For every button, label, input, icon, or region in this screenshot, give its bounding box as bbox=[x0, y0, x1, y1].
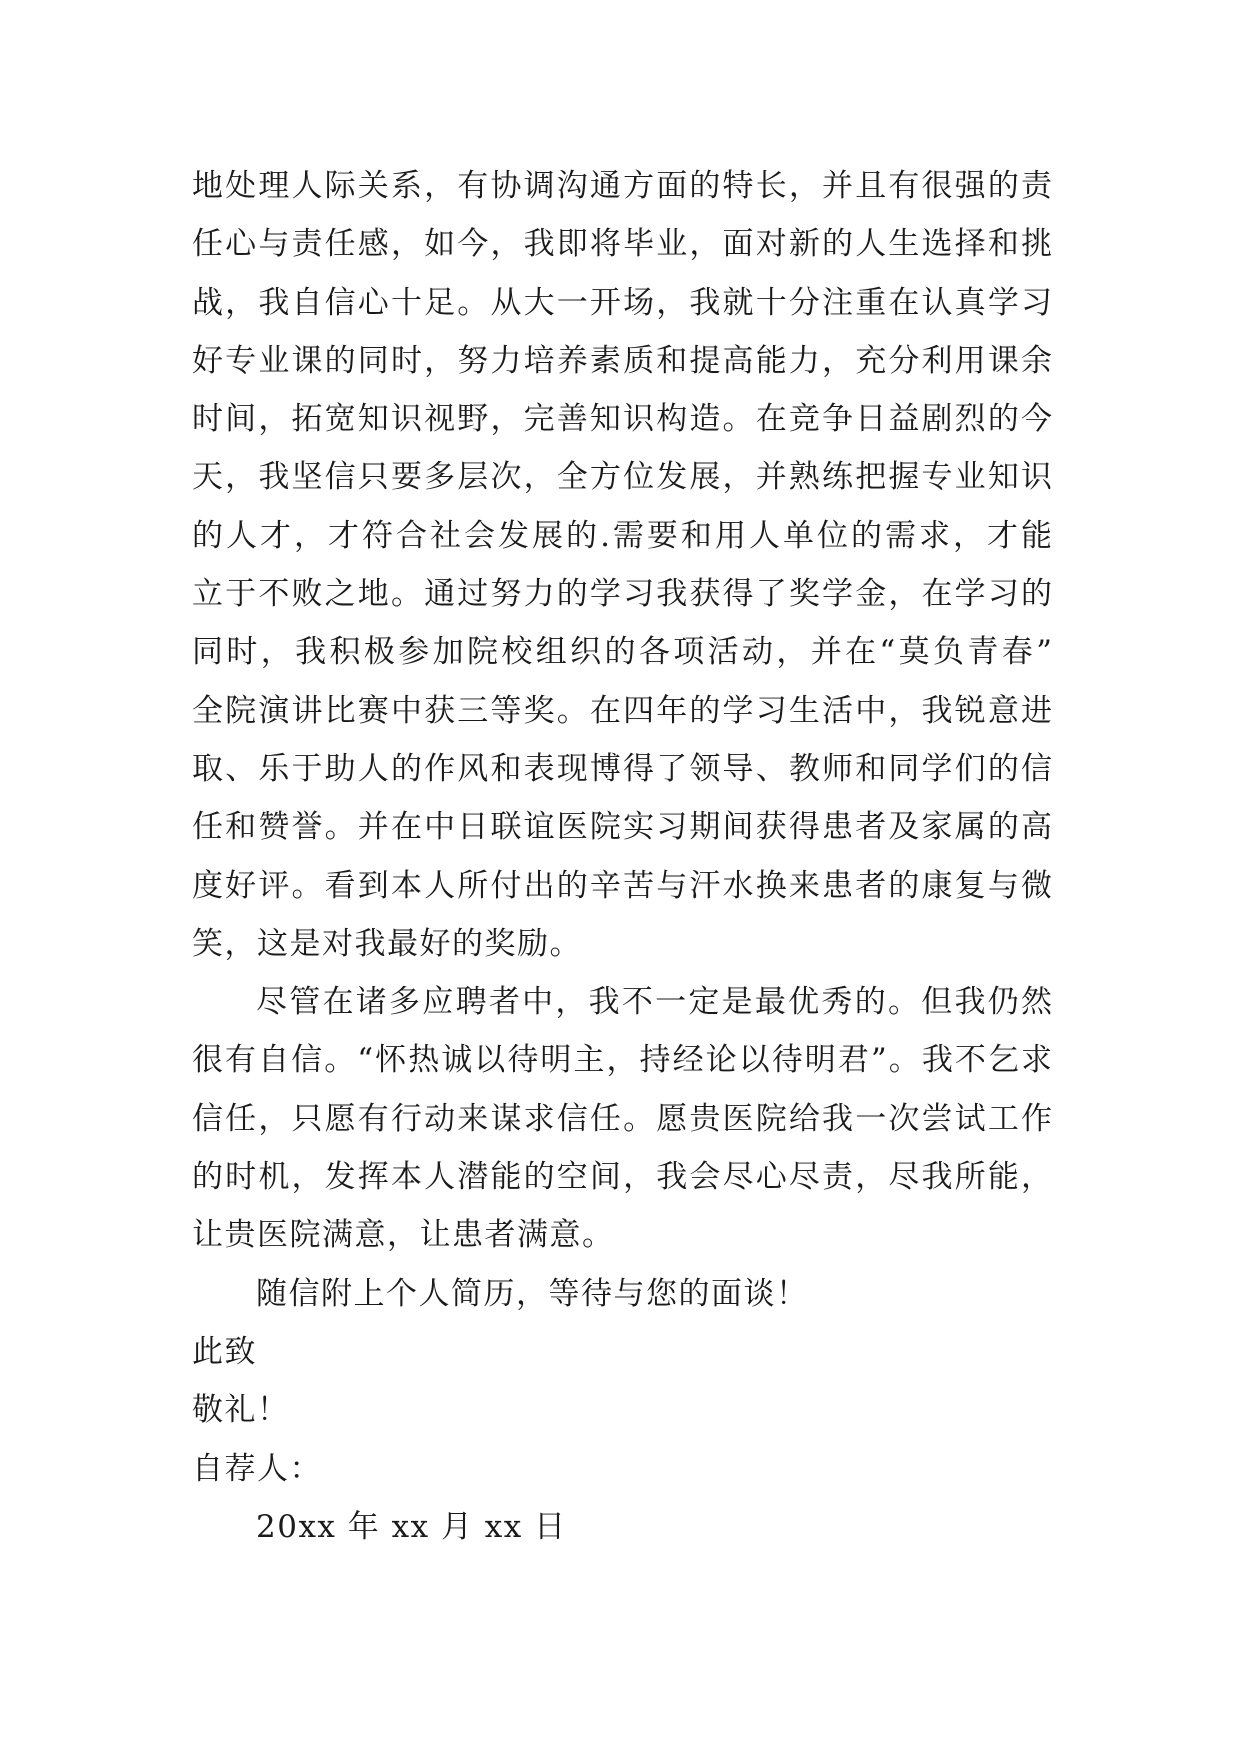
paragraph-2-line: 的时机，发挥本人潜能的空间，我会尽心尽责，尽我所能， bbox=[192, 1159, 1052, 1196]
paragraph-1-line: 好专业课的同时，努力培养素质和提高能力，充分利用课余 bbox=[192, 342, 1052, 379]
paragraph-2-line: 信任，只愿有行动来谋求信任。愿贵医院给我一次尝试工作 bbox=[192, 1100, 1052, 1137]
paragraph-2-line: 很有自信。“怀热诚以待明主，持经论以待明君”。我不乞求 bbox=[192, 1042, 1052, 1079]
paragraph-1-line: 任和赞誉。并在中日联谊医院实习期间获得患者及家属的高 bbox=[192, 809, 1052, 846]
paragraph-1-line: 任心与责任感，如今，我即将毕业，面对新的人生选择和挑 bbox=[192, 226, 1052, 263]
paragraph-2-line: 尽管在诸多应聘者中，我不一定是最优秀的。但我仍然 bbox=[256, 984, 1052, 1021]
attachment-note: 随信附上个人简历，等待与您的面谈！ bbox=[256, 1275, 809, 1312]
paragraph-1-line: 度好评。看到本人所付出的辛苦与汗水换来患者的康复与微 bbox=[192, 867, 1052, 904]
paragraph-1-line: 天，我坚信只要多层次，全方位发展，并熟练把握专业知识 bbox=[192, 459, 1052, 496]
paragraph-1-line: 的人才，才符合社会发展的.需要和用人单位的需求，才能 bbox=[192, 517, 1052, 554]
paragraph-1-line: 立于不败之地。通过努力的学习我获得了奖学金，在学习的 bbox=[192, 576, 1052, 613]
closing-salutation: 此致 bbox=[192, 1333, 257, 1370]
paragraph-2-line: 让贵医院满意，让患者满意。 bbox=[192, 1217, 615, 1254]
paragraph-1-line: 笑，这是对我最好的奖励。 bbox=[192, 925, 582, 962]
paragraph-1-line: 同时，我积极参加院校组织的各项活动，并在“莫负青春” bbox=[192, 634, 1052, 671]
cover-letter-body bbox=[192, 157, 1052, 1556]
letter-date: 20xx 年 xx 月 xx 日 bbox=[256, 1508, 567, 1545]
paragraph-1-line: 时间，拓宽知识视野，完善知识构造。在竞争日益剧烈的今 bbox=[192, 401, 1052, 438]
closing-regards: 敬礼！ bbox=[192, 1392, 290, 1429]
paragraph-1-line: 战，我自信心十足。从大一开场，我就十分注重在认真学习 bbox=[192, 284, 1052, 321]
paragraph-1-line: 全院演讲比赛中获三等奖。在四年的学习生活中，我锐意进 bbox=[192, 692, 1052, 729]
paragraph-1-line: 地处理人际关系，有协调沟通方面的特长，并且有很强的责 bbox=[192, 168, 1052, 204]
signature-label: 自荐人： bbox=[192, 1450, 322, 1487]
paragraph-1-line: 取、乐于助人的作风和表现博得了领导、教师和同学们的信 bbox=[192, 750, 1052, 787]
